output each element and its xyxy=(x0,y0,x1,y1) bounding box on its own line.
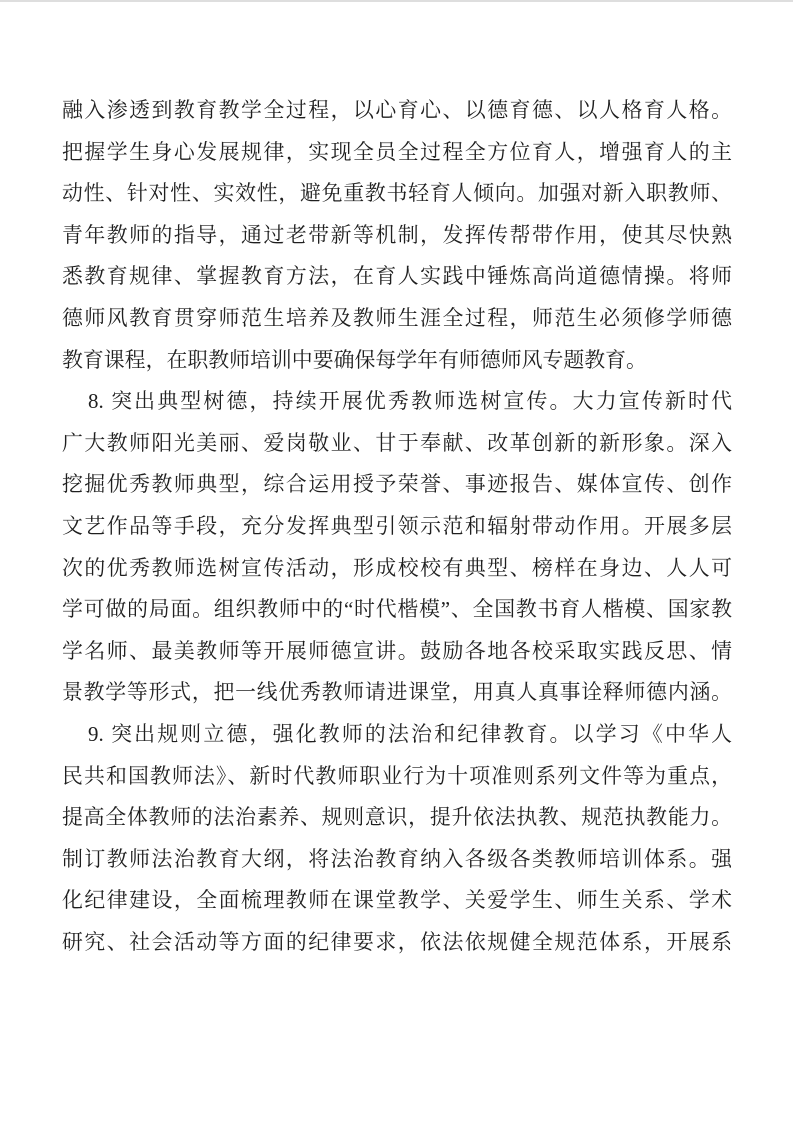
text-line: 提高全体教师的法治素养、规则意识，提升依法执教、规范执教能力。 xyxy=(62,805,732,830)
text-line: 教育课程，在职教师培训中要确保每学年有师德师风专题教育。 xyxy=(62,347,647,372)
text-line: 动性、针对性、实效性，避免重教书轻育人倾向。加强对新入职教师、 xyxy=(62,181,732,206)
text-line: 民共和国教师法》、新时代教师职业行为十项准则系列文件等为重点， xyxy=(62,763,732,788)
text-line: 把握学生身心发展规律，实现全员全过程全方位育人，增强育人的主 xyxy=(62,139,732,164)
text-line: 学可做的局面。组织教师中的“时代楷模”、全国教书育人楷模、国家教 xyxy=(62,597,732,622)
text-line: 8. 突出典型树德，持续开展优秀教师选树宣传。大力宣传新时代 xyxy=(88,389,732,414)
text-line: 研究、社会活动等方面的纪律要求，依法依规健全规范体系，开展系 xyxy=(62,929,732,954)
text-line: 广大教师阳光美丽、爱岗敬业、甘于奉献、改革创新的新形象。深入 xyxy=(62,430,732,455)
page-top-edge-line xyxy=(0,0,793,2)
paragraph xyxy=(62,90,732,381)
paragraph xyxy=(62,714,732,964)
text-line: 挖掘优秀教师典型，综合运用授予荣誉、事迹报告、媒体宣传、创作 xyxy=(62,472,732,497)
text-line: 景教学等形式，把一线优秀教师请进课堂，用真人真事诠释师德内涵。 xyxy=(62,680,732,705)
text-line: 制订教师法治教育大纲，将法治教育纳入各级各类教师培训体系。强 xyxy=(62,846,732,871)
text-line: 文艺作品等手段，充分发挥典型引领示范和辐射带动作用。开展多层 xyxy=(62,513,732,538)
text-line: 青年教师的指导，通过老带新等机制，发挥传帮带作用，使其尽快熟 xyxy=(62,222,732,247)
text-line: 学名师、最美教师等开展师德宣讲。鼓励各地各校采取实践反思、情 xyxy=(62,638,732,663)
text-line: 悉教育规律、掌握教育方法，在育人实践中锤炼高尚道德情操。将师 xyxy=(62,264,732,289)
text-line: 德师风教育贯穿师范生培养及教师生涯全过程，师范生必须修学师德 xyxy=(62,305,732,330)
text-line: 化纪律建设，全面梳理教师在课堂教学、关爱学生、师生关系、学术 xyxy=(62,888,732,913)
document-text-block xyxy=(62,90,732,963)
paragraph xyxy=(62,381,732,714)
text-line: 融入渗透到教育教学全过程，以心育心、以德育德、以人格育人格。 xyxy=(62,98,732,122)
text-line: 次的优秀教师选树宣传活动，形成校校有典型、榜样在身边、人人可 xyxy=(62,555,732,580)
text-line: 9. 突出规则立德，强化教师的法治和纪律教育。以学习《中华人 xyxy=(88,721,732,746)
